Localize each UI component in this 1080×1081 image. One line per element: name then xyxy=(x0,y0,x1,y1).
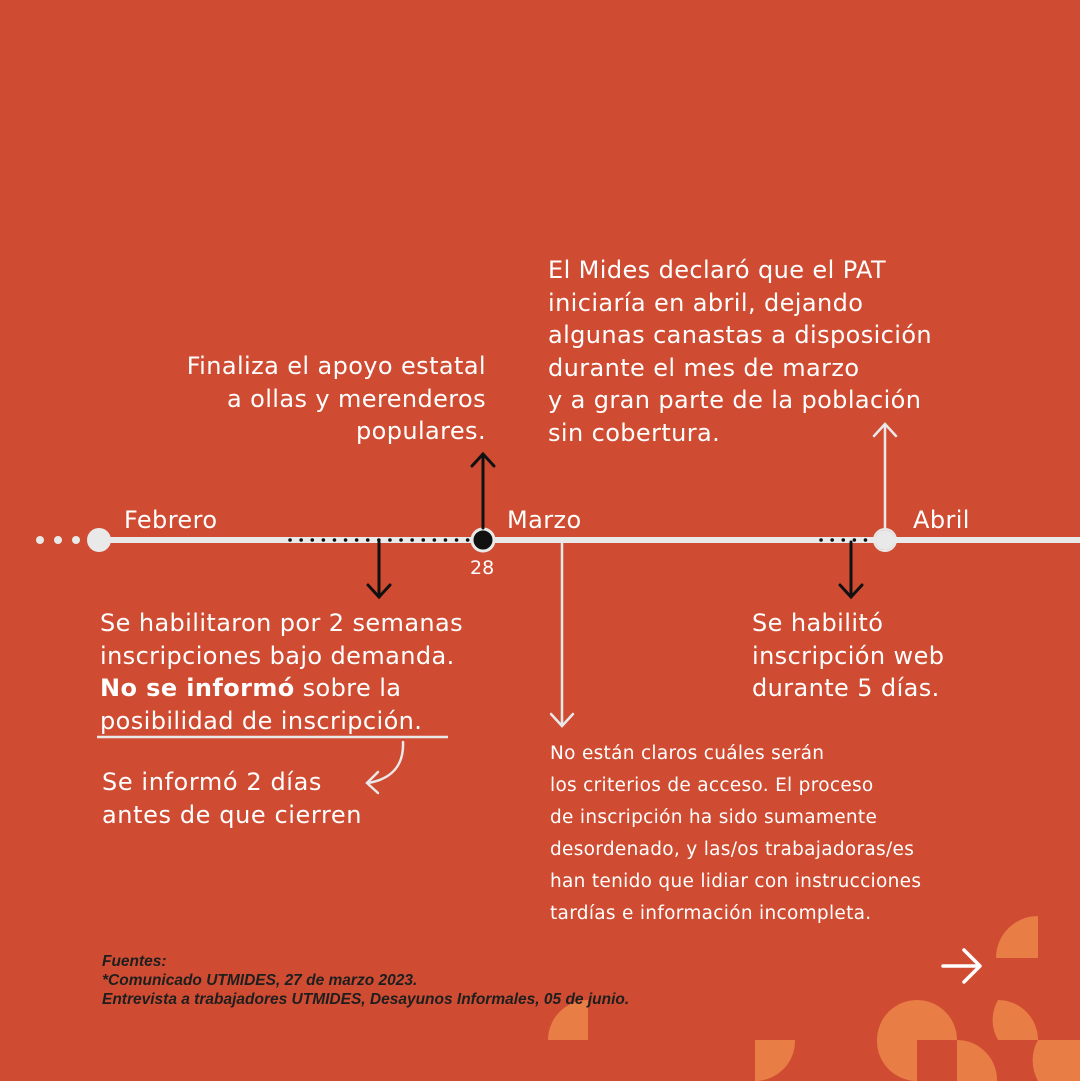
event-inscripciones xyxy=(100,607,463,737)
sources xyxy=(102,952,629,1009)
decor-quarter-circle xyxy=(998,1000,1038,1040)
event-text-line: posibilidad de inscripción. xyxy=(100,706,423,735)
event-text-line: de inscripción ha sido sumamente xyxy=(550,807,878,828)
event-text-line: algunas canastas a disposición xyxy=(548,321,933,349)
event-text-line: durante el mes de marzo xyxy=(548,353,860,382)
event-text-line: durante 5 días. xyxy=(752,674,940,702)
event-text-line: inscripciones bajo demanda. xyxy=(100,641,455,670)
marker-abril xyxy=(875,530,895,550)
event-text-line: No están claros cuáles serán xyxy=(550,743,825,764)
source-item: Entrevista a trabajadores UTMIDES, Desayunos Informales, 05 de junio. xyxy=(102,991,630,1008)
month-marzo: Marzo xyxy=(507,506,582,534)
source-item: *Comunicado UTMIDES, 27 de marzo 2023. xyxy=(102,972,418,989)
emphasis-text: No se informó xyxy=(100,674,295,702)
marker-28 xyxy=(472,529,494,551)
event-criterios xyxy=(550,738,921,930)
event-text-line: a ollas y merenderos xyxy=(226,384,486,413)
curved-arrow-icon xyxy=(367,742,403,793)
timeline-lead-dot xyxy=(54,536,62,544)
event-fin-apoyo xyxy=(187,350,486,448)
decor-quarter-circle xyxy=(877,1040,917,1081)
arrow-up-28-icon xyxy=(472,454,494,528)
decor-quarter-circle xyxy=(1033,1040,1080,1081)
event-text-line: inscripción web xyxy=(752,641,945,670)
month-febrero: Febrero xyxy=(124,506,218,534)
decor-quarter-circle xyxy=(957,1040,997,1081)
event-text-line: antes de que cierren xyxy=(102,800,363,829)
event-text-line xyxy=(100,672,463,705)
event-text-line: han tenido que lidiar con instrucciones xyxy=(550,871,922,892)
event-text-line: Se informó 2 días xyxy=(102,768,322,796)
sources-title: Fuentes: xyxy=(102,953,167,970)
event-mides xyxy=(548,254,932,449)
event-text-line: y a gran parte de la población xyxy=(548,386,922,414)
decor-quarter-circle xyxy=(993,1000,998,1040)
arrow-right-icon[interactable] xyxy=(943,950,980,982)
event-aviso xyxy=(102,766,362,831)
event-text-line: desordenado, y las/os trabajadoras/es xyxy=(550,839,915,860)
event-text-line: Se habilitó xyxy=(752,609,884,637)
timeline-lead-dot xyxy=(36,536,44,544)
arrow-down-apr-icon xyxy=(840,542,862,597)
arrow-down-feb-icon xyxy=(368,542,390,597)
event-text-line: sin cobertura. xyxy=(548,418,721,447)
month-abril: Abril xyxy=(913,506,970,534)
event-text-fragment: sobre la xyxy=(294,674,402,702)
arrow-down-marzo-icon xyxy=(551,543,573,726)
timeline-lead-dot xyxy=(72,536,80,544)
decor-quarter-circle xyxy=(996,916,1038,958)
event-text-line: Se habilitaron por 2 semanas xyxy=(100,609,464,637)
day-label-28: 28 xyxy=(470,557,495,579)
decor-quarter-circle xyxy=(755,1040,795,1081)
marker-febrero xyxy=(87,528,111,552)
event-web xyxy=(752,607,944,705)
event-text-line: los criterios de acceso. El proceso xyxy=(550,775,874,796)
event-text-line: tardías e información incompleta. xyxy=(550,903,872,924)
event-text-line: El Mides declaró que el PAT xyxy=(548,256,887,284)
event-text-line: populares. xyxy=(356,417,486,445)
event-text-line: iniciaría en abril, dejando xyxy=(548,288,864,317)
decor-half-circle xyxy=(877,1000,957,1040)
event-text-line: Finaliza el apoyo estatal xyxy=(186,352,486,380)
